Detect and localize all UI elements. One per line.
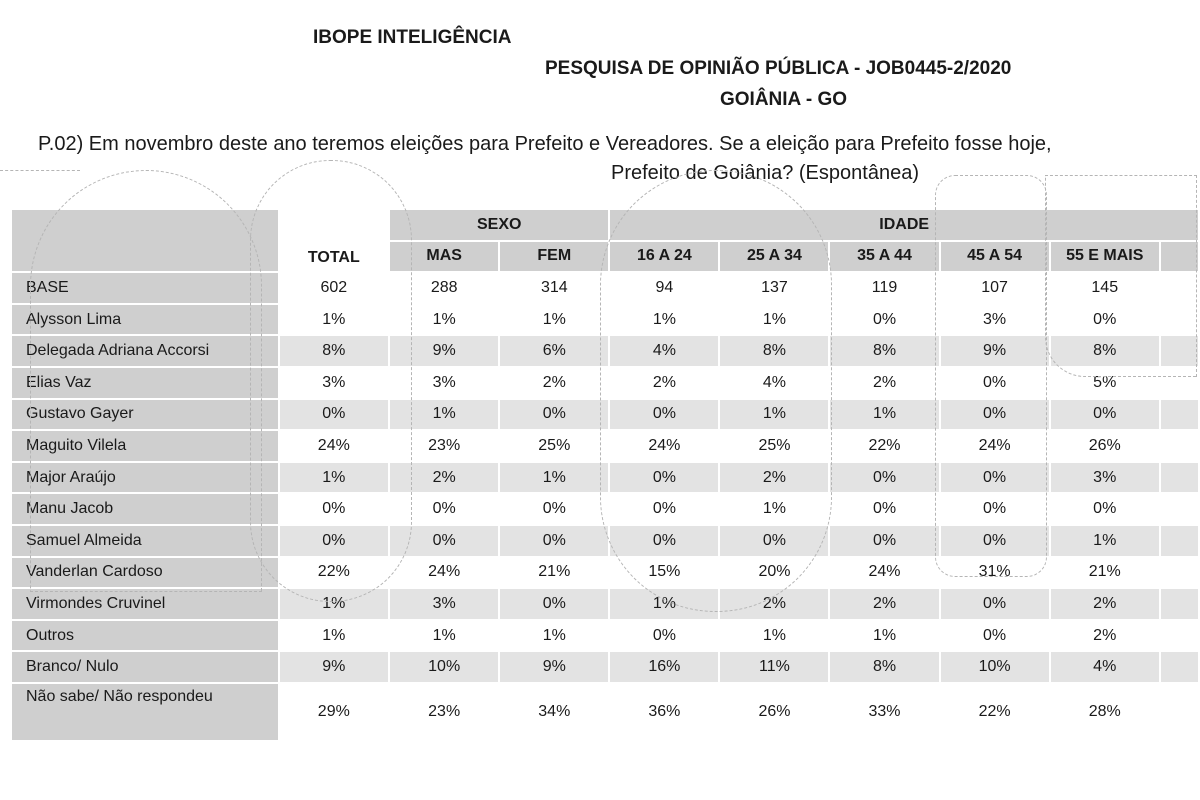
column-header: 25 A 34	[719, 241, 829, 273]
table-cell: 314	[499, 272, 609, 304]
table-cell: 3%	[279, 367, 390, 399]
table-cell: 2%	[1050, 620, 1160, 652]
table-cell: 4%	[719, 367, 829, 399]
overflow-cell	[1160, 367, 1199, 399]
table-cell: 1%	[719, 493, 829, 525]
table-cell: 0%	[940, 462, 1050, 494]
table-cell: 22%	[940, 683, 1050, 741]
overflow-cell	[1160, 430, 1199, 462]
row-label: Outros	[11, 620, 279, 652]
row-label: Não sabe/ Não respondeu	[11, 683, 279, 741]
table-cell: 2%	[499, 367, 609, 399]
table-cell: 0%	[940, 399, 1050, 431]
table-row	[11, 493, 1199, 525]
column-header: 35 A 44	[829, 241, 939, 273]
header-blank-cell	[11, 209, 279, 272]
table-cell: 137	[719, 272, 829, 304]
table-cell: 0%	[499, 525, 609, 557]
table-row	[11, 367, 1199, 399]
table-cell: 0%	[1050, 399, 1160, 431]
table-cell: 0%	[829, 525, 939, 557]
table-cell: 8%	[279, 335, 390, 367]
table-cell: 24%	[609, 430, 719, 462]
column-header: FEM	[499, 241, 609, 273]
overflow-cell	[1160, 525, 1199, 557]
table-cell: 4%	[609, 335, 719, 367]
table-row	[11, 588, 1199, 620]
row-label: Samuel Almeida	[11, 525, 279, 557]
table-cell: 4%	[1050, 651, 1160, 683]
table-cell: 0%	[829, 493, 939, 525]
table-cell: 26%	[1050, 430, 1160, 462]
overflow-cell	[1160, 462, 1199, 494]
table-cell: 0%	[389, 493, 499, 525]
table-cell: 25%	[499, 430, 609, 462]
table-cell: 25%	[719, 430, 829, 462]
group-header-row	[11, 209, 1199, 241]
table-cell: 5%	[1050, 367, 1160, 399]
results-table	[10, 208, 1200, 742]
column-header: 16 A 24	[609, 241, 719, 273]
table-cell: 24%	[829, 557, 939, 589]
table-cell: 1%	[279, 620, 390, 652]
table-cell: 2%	[719, 462, 829, 494]
table-cell: 0%	[940, 493, 1050, 525]
table-cell: 34%	[499, 683, 609, 741]
table-cell: 8%	[1050, 335, 1160, 367]
table-cell: 3%	[1050, 462, 1160, 494]
table-cell: 10%	[389, 651, 499, 683]
table-cell: 0%	[609, 620, 719, 652]
overflow-cell	[1160, 620, 1199, 652]
table-cell: 1%	[279, 588, 390, 620]
column-header-overflow	[1160, 241, 1199, 273]
table-cell: 288	[389, 272, 499, 304]
table-cell: 23%	[389, 683, 499, 741]
table-cell: 0%	[499, 588, 609, 620]
table-cell: 1%	[389, 620, 499, 652]
table-cell: 29%	[279, 683, 390, 741]
table-cell: 21%	[499, 557, 609, 589]
table-cell: 0%	[499, 399, 609, 431]
table-row	[11, 525, 1199, 557]
table-cell: 0%	[940, 620, 1050, 652]
table-cell: 1%	[499, 620, 609, 652]
table-cell: 1%	[1050, 525, 1160, 557]
table-cell: 10%	[940, 651, 1050, 683]
table-row	[11, 462, 1199, 494]
table-cell: 3%	[389, 367, 499, 399]
row-label: BASE	[11, 272, 279, 304]
survey-location: GOIÂNIA - GO	[720, 89, 848, 110]
table-cell: 0%	[609, 525, 719, 557]
table-cell: 1%	[609, 304, 719, 336]
table-cell: 9%	[499, 651, 609, 683]
column-header: 45 A 54	[940, 241, 1050, 273]
table-cell: 9%	[279, 651, 390, 683]
table-cell: 0%	[940, 525, 1050, 557]
table-row	[11, 304, 1199, 336]
table-cell: 1%	[829, 399, 939, 431]
table-cell: 2%	[829, 588, 939, 620]
table-cell: 0%	[940, 588, 1050, 620]
table-cell: 1%	[829, 620, 939, 652]
table-cell: 1%	[279, 304, 390, 336]
table-cell: 0%	[279, 493, 390, 525]
row-label: Gustavo Gayer	[11, 399, 279, 431]
table-cell: 3%	[389, 588, 499, 620]
overflow-cell	[1160, 304, 1199, 336]
table-cell: 26%	[719, 683, 829, 741]
table-row	[11, 430, 1199, 462]
table-cell: 0%	[609, 399, 719, 431]
table-cell: 2%	[609, 367, 719, 399]
table-cell: 145	[1050, 272, 1160, 304]
column-header-total: TOTAL	[279, 209, 390, 272]
row-label: Major Araújo	[11, 462, 279, 494]
overflow-cell	[1160, 493, 1199, 525]
table-cell: 9%	[389, 335, 499, 367]
table-cell: 2%	[389, 462, 499, 494]
table-cell: 1%	[609, 588, 719, 620]
table-cell: 8%	[829, 651, 939, 683]
table-row	[11, 620, 1199, 652]
table-cell: 20%	[719, 557, 829, 589]
group-header-idade: IDADE	[609, 209, 1199, 241]
row-label: Branco/ Nulo	[11, 651, 279, 683]
table-cell: 23%	[389, 430, 499, 462]
table-cell: 16%	[609, 651, 719, 683]
table-cell: 1%	[499, 304, 609, 336]
table-cell: 24%	[279, 430, 390, 462]
table-cell: 602	[279, 272, 390, 304]
table-cell: 0%	[389, 525, 499, 557]
table-cell: 1%	[389, 304, 499, 336]
survey-title: PESQUISA DE OPINIÃO PÚBLICA - JOB0445-2/2020	[545, 58, 1012, 79]
table-cell: 22%	[829, 430, 939, 462]
table-cell: 0%	[1050, 304, 1160, 336]
table-row	[11, 272, 1199, 304]
table-cell: 36%	[609, 683, 719, 741]
overflow-cell	[1160, 272, 1199, 304]
table-cell: 0%	[499, 493, 609, 525]
table-cell: 0%	[940, 367, 1050, 399]
report-header	[0, 22, 1200, 115]
overflow-cell	[1160, 557, 1199, 589]
table-cell: 33%	[829, 683, 939, 741]
table-cell: 2%	[719, 588, 829, 620]
row-label: Virmondes Cruvinel	[11, 588, 279, 620]
table-cell: 1%	[279, 462, 390, 494]
overflow-cell	[1160, 335, 1199, 367]
overflow-cell	[1160, 683, 1199, 741]
table-cell: 94	[609, 272, 719, 304]
table-cell: 9%	[940, 335, 1050, 367]
row-label: Elias Vaz	[11, 367, 279, 399]
table-cell: 6%	[499, 335, 609, 367]
column-header: MAS	[389, 241, 499, 273]
table-cell: 1%	[499, 462, 609, 494]
table-cell: 0%	[829, 304, 939, 336]
question-line-2: Prefeito de Goiânia? (Espontânea)	[611, 162, 919, 184]
table-cell: 2%	[829, 367, 939, 399]
table-cell: 0%	[609, 462, 719, 494]
institute-name: IBOPE INTELIGÊNCIA	[313, 27, 512, 48]
row-label: Vanderlan Cardoso	[11, 557, 279, 589]
table-cell: 15%	[609, 557, 719, 589]
overflow-cell	[1160, 588, 1199, 620]
table-cell: 8%	[719, 335, 829, 367]
table-cell: 1%	[389, 399, 499, 431]
row-label: Manu Jacob	[11, 493, 279, 525]
row-label: Alysson Lima	[11, 304, 279, 336]
table-cell: 11%	[719, 651, 829, 683]
table-cell: 0%	[279, 525, 390, 557]
group-header-sexo: SEXO	[389, 209, 609, 241]
table-cell: 3%	[940, 304, 1050, 336]
table-cell: 0%	[279, 399, 390, 431]
overflow-cell	[1160, 651, 1199, 683]
table-row	[11, 683, 1199, 741]
overflow-cell	[1160, 399, 1199, 431]
table-row	[11, 399, 1199, 431]
table-row	[11, 651, 1199, 683]
table-cell: 28%	[1050, 683, 1160, 741]
table-cell: 1%	[719, 399, 829, 431]
table-row	[11, 335, 1199, 367]
table-cell: 0%	[829, 462, 939, 494]
row-label: Maguito Vilela	[11, 430, 279, 462]
row-label: Delegada Adriana Accorsi	[11, 335, 279, 367]
question-line-1: P.02) Em novembro deste ano teremos eleições para Prefeito e Vereadores. Se a eleição para Prefeito fosse hoje,	[38, 133, 1052, 155]
table-cell: 8%	[829, 335, 939, 367]
table-cell: 1%	[719, 620, 829, 652]
table-row	[11, 557, 1199, 589]
table-cell: 21%	[1050, 557, 1160, 589]
table-cell: 1%	[719, 304, 829, 336]
table-cell: 0%	[609, 493, 719, 525]
table-cell: 119	[829, 272, 939, 304]
table-cell: 24%	[940, 430, 1050, 462]
table-cell: 22%	[279, 557, 390, 589]
table-cell: 107	[940, 272, 1050, 304]
table-cell: 2%	[1050, 588, 1160, 620]
column-header: 55 E MAIS	[1050, 241, 1160, 273]
table-cell: 31%	[940, 557, 1050, 589]
table-cell: 0%	[1050, 493, 1160, 525]
table-cell: 0%	[719, 525, 829, 557]
table-cell: 24%	[389, 557, 499, 589]
